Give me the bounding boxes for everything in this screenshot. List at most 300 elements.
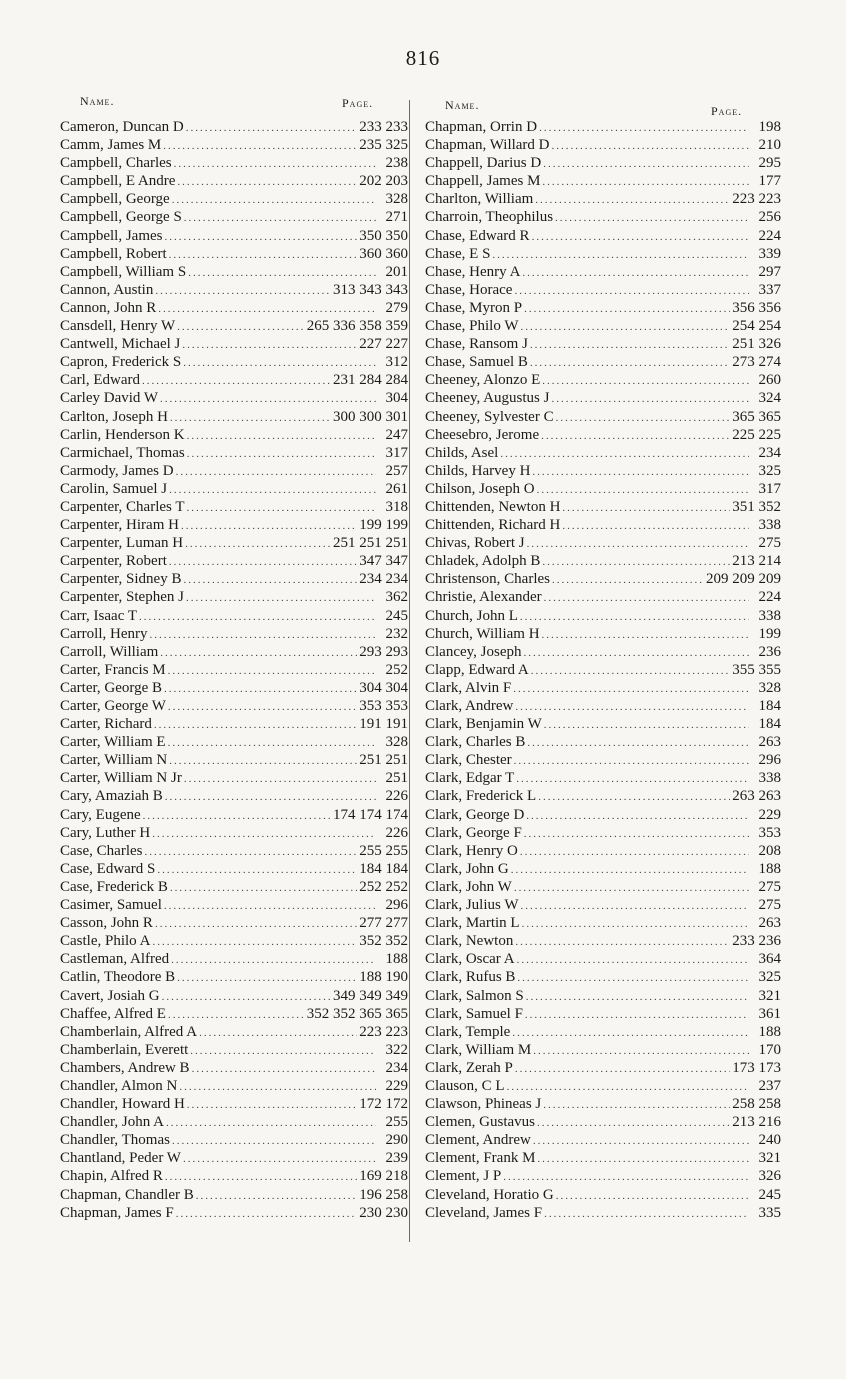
index-entry	[405, 733, 781, 751]
entry-name: Cary, Luther H	[60, 824, 151, 841]
index-entry	[40, 516, 408, 534]
dot-leader	[533, 1042, 749, 1060]
dot-leader	[543, 155, 749, 173]
index-entry	[405, 1005, 781, 1023]
index-entry	[40, 751, 408, 769]
index-entry	[40, 462, 408, 480]
dot-leader	[556, 1187, 749, 1205]
dot-leader	[174, 155, 376, 173]
entry-pages: 361	[758, 1005, 781, 1022]
dot-leader	[152, 825, 376, 843]
index-entry	[40, 878, 408, 896]
entry-name: Carr, Isaac T	[60, 607, 137, 624]
dot-leader	[187, 1096, 357, 1114]
entry-pages: 210	[758, 137, 781, 154]
entry-name: Capron, Frederick S	[60, 354, 182, 371]
dot-leader	[185, 535, 331, 553]
index-entry	[405, 208, 781, 226]
entry-pages: 263	[758, 734, 781, 751]
dot-leader	[155, 282, 331, 300]
dot-leader	[543, 1096, 730, 1114]
dot-leader	[533, 1132, 749, 1150]
entry-pages: 263 263	[732, 788, 781, 805]
entry-name: Clauson, C L	[425, 1077, 505, 1094]
entry-name: Chapin, Alfred R	[60, 1168, 163, 1185]
dot-leader	[515, 1060, 730, 1078]
index-entry	[40, 643, 408, 661]
index-entry	[40, 1077, 408, 1095]
entry-name: Cansdell, Henry W	[60, 318, 176, 335]
page-heading: Page.	[342, 96, 374, 110]
entry-pages: 177	[758, 173, 781, 190]
entry-name: Clark, Chester	[425, 752, 512, 769]
entry-name: Chase, Horace	[425, 281, 513, 298]
dot-leader	[530, 354, 730, 372]
entry-name: Chandler, Almon N	[60, 1077, 178, 1094]
index-entry	[405, 588, 781, 606]
entry-pages: 252	[385, 661, 408, 678]
dot-leader	[170, 879, 357, 897]
index-entry	[40, 426, 408, 444]
entry-name: Chittenden, Newton H	[425, 498, 561, 515]
index-entry	[40, 118, 408, 136]
entry-name: Chaffee, Alfred E	[60, 1005, 166, 1022]
entry-pages: 231 284 284	[333, 372, 408, 389]
index-entry	[40, 534, 408, 552]
entry-pages: 227 227	[359, 336, 408, 353]
entry-pages: 199 199	[359, 517, 408, 534]
entry-pages: 293 293	[359, 643, 408, 660]
entry-name: Clark, Zerah P	[425, 1059, 513, 1076]
index-entry	[40, 227, 408, 245]
left-entry-list	[40, 118, 408, 1222]
entry-name: Christie, Alexander	[425, 589, 542, 606]
entry-pages: 290	[385, 1132, 408, 1149]
dot-leader	[532, 228, 749, 246]
dot-leader	[522, 264, 749, 282]
entry-name: Cleveland, Horatio G	[425, 1186, 554, 1203]
dot-leader	[168, 662, 376, 680]
dot-leader	[162, 988, 331, 1006]
dot-leader	[166, 1114, 376, 1132]
index-entry	[40, 444, 408, 462]
index-entry	[405, 480, 781, 498]
entry-pages: 237	[758, 1077, 781, 1094]
index-entry	[40, 787, 408, 805]
entry-pages: 325	[758, 969, 781, 986]
entry-pages: 234 234	[359, 571, 408, 588]
entry-name: Clancey, Joseph	[425, 643, 522, 660]
dot-leader	[190, 1042, 376, 1060]
index-entry	[40, 154, 408, 172]
index-entry	[405, 516, 781, 534]
entry-pages: 233 233	[359, 119, 408, 135]
index-entry	[40, 1131, 408, 1149]
entry-pages: 255 255	[359, 842, 408, 859]
entry-pages: 239	[385, 1150, 408, 1167]
entry-pages: 277 277	[359, 915, 408, 932]
entry-name: Case, Edward S	[60, 860, 156, 877]
entry-name: Clark, Edgar T	[425, 770, 515, 787]
entry-pages: 337	[758, 281, 781, 298]
dot-leader	[532, 463, 749, 481]
index-entry	[40, 842, 408, 860]
dot-leader	[544, 1205, 749, 1223]
index-entry	[40, 588, 408, 606]
index-entry	[405, 860, 781, 878]
entry-pages: 256	[758, 209, 781, 226]
dot-leader	[199, 1024, 357, 1042]
dot-leader	[184, 770, 376, 788]
index-entry	[40, 824, 408, 842]
dot-leader	[181, 517, 357, 535]
entry-name: Carpenter, Robert	[60, 553, 167, 570]
entry-pages: 304 304	[359, 679, 408, 696]
entry-name: Cavert, Josiah G	[60, 987, 160, 1004]
entry-pages: 188	[758, 860, 781, 877]
entry-name: Clark, Julius W	[425, 897, 519, 914]
dot-leader	[524, 825, 749, 843]
index-entry	[405, 932, 781, 950]
entry-pages: 173 173	[732, 1059, 781, 1076]
dot-leader	[164, 680, 357, 698]
index-entry	[40, 896, 408, 914]
dot-leader	[514, 879, 749, 897]
dot-leader	[165, 1168, 357, 1186]
dot-leader	[516, 770, 749, 788]
entry-name: Clark, Samuel F	[425, 1005, 523, 1022]
dot-leader	[511, 861, 749, 879]
dot-leader	[526, 807, 749, 825]
dot-leader	[170, 409, 331, 427]
dot-leader	[542, 553, 730, 571]
entry-name: Carolin, Samuel J	[60, 480, 168, 497]
entry-name: Carroll, William	[60, 643, 159, 660]
entry-name: Chase, Ransom J	[425, 336, 528, 353]
entry-name: Clemen, Gustavus	[425, 1114, 535, 1131]
entry-pages: 360 360	[359, 245, 408, 262]
entry-pages: 347 347	[359, 553, 408, 570]
entry-pages: 223 223	[732, 191, 781, 208]
entry-name: Charlton, William	[425, 191, 534, 208]
entry-pages: 224	[758, 589, 781, 606]
dot-leader	[517, 969, 749, 987]
entry-pages: 202 203	[359, 173, 408, 190]
entry-name: Campbell, James	[60, 227, 163, 244]
entry-pages: 364	[758, 951, 781, 968]
right-column-header	[405, 92, 781, 118]
entry-name: Clark, Frederick L	[425, 788, 537, 805]
entry-name: Chase, Edward R	[425, 227, 530, 244]
entry-pages: 184	[758, 716, 781, 733]
entry-name: Clark, William M	[425, 1041, 532, 1058]
index-entry	[40, 208, 408, 226]
index-entry	[405, 679, 781, 697]
index-entry	[405, 987, 781, 1005]
dot-leader	[144, 843, 357, 861]
name-heading: Name.	[80, 94, 115, 108]
entry-name: Camm, James M	[60, 137, 162, 154]
dot-leader	[188, 264, 376, 282]
entry-pages: 172 172	[359, 1096, 408, 1113]
entry-pages: 233 236	[732, 933, 781, 950]
index-entry	[40, 353, 408, 371]
index-entry	[40, 1005, 408, 1023]
index-entry	[40, 552, 408, 570]
index-entry	[405, 1023, 781, 1041]
index-entry	[40, 806, 408, 824]
dot-leader	[527, 734, 749, 752]
index-entry	[40, 860, 408, 878]
entry-pages: 339	[758, 245, 781, 262]
index-entry	[40, 263, 408, 281]
entry-pages: 245	[758, 1186, 781, 1203]
index-entry	[405, 371, 781, 389]
entry-name: Clark, Temple	[425, 1023, 511, 1040]
index-entry	[405, 136, 781, 154]
entry-name: Clark, Alvin F	[425, 679, 512, 696]
entry-pages: 223 223	[359, 1023, 408, 1040]
entry-name: Chamberlain, Alfred A	[60, 1023, 198, 1040]
entry-name: Chapman, Chandler B	[60, 1186, 194, 1203]
dot-leader	[520, 843, 749, 861]
entry-name: Clement, J P	[425, 1168, 502, 1185]
entry-pages: 324	[758, 390, 781, 407]
dot-leader	[169, 481, 376, 499]
index-entry	[405, 1113, 781, 1131]
dot-leader	[168, 1006, 305, 1024]
entry-name: Cheeney, Augustus J	[425, 390, 550, 407]
entry-pages: 318	[385, 498, 408, 515]
entry-name: Clark, Newton	[425, 933, 514, 950]
index-entry	[405, 190, 781, 208]
entry-pages: 273 274	[732, 354, 781, 371]
entry-name: Cheeney, Sylvester C	[425, 408, 554, 425]
entry-pages: 236	[758, 643, 781, 660]
dot-leader	[507, 1078, 749, 1096]
entry-pages: 317	[758, 480, 781, 497]
index-entry	[405, 625, 781, 643]
entry-name: Chase, Philo W	[425, 318, 519, 335]
entry-name: Campbell, George S	[60, 209, 182, 226]
index-entry	[40, 281, 408, 299]
entry-name: Carter, Francis M	[60, 661, 166, 678]
dot-leader	[163, 137, 357, 155]
dot-leader	[196, 1187, 358, 1205]
entry-name: Chapman, James F	[60, 1204, 174, 1221]
dot-leader	[177, 969, 357, 987]
dot-leader	[544, 716, 749, 734]
entry-pages: 174 174 174	[333, 806, 408, 823]
entry-name: Clark, Andrew	[425, 698, 514, 714]
entry-name: Case, Frederick B	[60, 878, 168, 895]
index-entry	[40, 190, 408, 208]
entry-pages: 326	[758, 1168, 781, 1185]
dot-leader	[164, 228, 357, 246]
page-heading: Page.	[711, 104, 743, 118]
dot-leader	[152, 933, 357, 951]
index-entry	[40, 607, 408, 625]
index-entry	[40, 1059, 408, 1077]
dot-leader	[184, 209, 376, 227]
index-entry	[40, 987, 408, 1005]
dot-leader	[169, 752, 357, 770]
index-entry	[405, 1095, 781, 1113]
entry-name: Cannon, John R	[60, 299, 157, 316]
dot-leader	[524, 644, 749, 662]
entry-pages: 226	[385, 824, 408, 841]
index-entry	[40, 389, 408, 407]
entry-pages: 188	[385, 951, 408, 968]
dot-leader	[538, 788, 730, 806]
entry-pages: 355 355	[732, 661, 781, 678]
entry-name: Chandler, John A	[60, 1114, 164, 1131]
dot-leader	[542, 626, 749, 644]
entry-pages: 275	[758, 535, 781, 552]
entry-pages: 300 300 301	[333, 408, 408, 425]
dot-leader	[515, 933, 730, 951]
dot-leader	[537, 481, 749, 499]
dot-leader	[154, 716, 357, 734]
entry-pages: 230 230	[359, 1204, 408, 1221]
entry-pages: 362	[385, 589, 408, 606]
entry-name: Clark, Charles B	[425, 734, 526, 751]
right-entry-list	[405, 118, 781, 1222]
index-entry	[40, 570, 408, 588]
dot-leader	[526, 988, 749, 1006]
entry-name: Childs, Harvey H	[425, 462, 531, 479]
entry-pages: 296	[385, 897, 408, 914]
dot-leader	[514, 752, 749, 770]
index-entry	[40, 625, 408, 643]
index-entry	[405, 607, 781, 625]
entry-name: Chambers, Andrew B	[60, 1059, 190, 1076]
dot-leader	[183, 1150, 376, 1168]
index-entry	[40, 1186, 408, 1204]
entry-pages: 184 184	[359, 860, 408, 877]
entry-name: Clark, George D	[425, 806, 525, 823]
entry-name: Clark, George F	[425, 824, 522, 841]
dot-leader	[187, 499, 377, 517]
entry-pages: 258 258	[732, 1096, 781, 1113]
dot-leader	[544, 589, 749, 607]
index-entry	[405, 408, 781, 426]
entry-pages: 356 356	[732, 299, 781, 316]
dot-leader	[176, 1205, 358, 1223]
index-entry	[405, 715, 781, 733]
index-entry	[405, 317, 781, 335]
index-entry	[405, 335, 781, 353]
index-entry	[405, 787, 781, 805]
entry-pages: 279	[385, 299, 408, 316]
entry-pages: 232	[385, 625, 408, 642]
dot-leader	[165, 788, 376, 806]
entry-name: Cheeney, Alonzo E	[425, 372, 541, 389]
index-entry	[405, 1131, 781, 1149]
entry-name: Carpenter, Luman H	[60, 535, 184, 552]
dot-leader	[158, 300, 376, 318]
dot-leader	[177, 318, 305, 336]
entry-name: Carpenter, Sidney B	[60, 571, 182, 588]
entry-name: Cheesebro, Jerome	[425, 426, 540, 443]
index-entry	[40, 371, 408, 389]
dot-leader	[500, 445, 749, 463]
entry-pages: 275	[758, 878, 781, 895]
index-entry	[405, 263, 781, 281]
entry-pages: 350 350	[359, 227, 408, 244]
dot-leader	[164, 897, 376, 915]
entry-name: Carley David W	[60, 390, 159, 407]
entry-name: Cleveland, James F	[425, 1204, 543, 1221]
dot-leader	[537, 1114, 730, 1132]
entry-name: Chilson, Joseph O	[425, 480, 535, 497]
entry-name: Chappell, Darius D	[425, 155, 542, 172]
dot-leader	[551, 390, 749, 408]
entry-pages: 225 225	[732, 426, 781, 443]
entry-pages: 296	[758, 752, 781, 769]
entry-pages: 295	[758, 155, 781, 172]
index-entry	[40, 317, 408, 335]
entry-pages: 353 353	[359, 698, 408, 714]
right-column	[405, 92, 781, 1222]
entry-pages: 271	[385, 209, 408, 226]
name-heading: Name.	[445, 98, 480, 112]
dot-leader	[169, 553, 357, 571]
entry-name: Clark, Rufus B	[425, 969, 516, 986]
index-entry	[40, 335, 408, 353]
entry-name: Casimer, Samuel	[60, 897, 162, 914]
entry-pages: 234	[385, 1059, 408, 1076]
entry-name: Carpenter, Charles T	[60, 498, 185, 515]
entry-pages: 226	[385, 788, 408, 805]
entry-pages: 297	[758, 263, 781, 280]
index-entry	[405, 534, 781, 552]
index-entry	[405, 806, 781, 824]
entry-name: Carpenter, Hiram H	[60, 517, 179, 534]
entry-name: Carlin, Henderson K	[60, 426, 185, 443]
entry-name: Castle, Philo A	[60, 933, 151, 950]
entry-pages: 353	[758, 824, 781, 841]
page-number: 816	[405, 46, 441, 70]
entry-name: Carlton, Joseph H	[60, 408, 168, 425]
entry-name: Carter, Richard	[60, 716, 152, 733]
entry-pages: 349 349 349	[333, 987, 408, 1004]
entry-name: Chivas, Robert J	[425, 535, 525, 552]
entry-name: Clawson, Phineas J	[425, 1096, 542, 1113]
index-entry	[405, 281, 781, 299]
entry-pages: 263	[758, 915, 781, 932]
dot-leader	[537, 1150, 749, 1168]
entry-name: Childs, Asel	[425, 444, 499, 461]
entry-pages: 338	[758, 607, 781, 624]
entry-pages: 245	[385, 607, 408, 624]
index-entry	[40, 172, 408, 190]
entry-name: Chantland, Peder W	[60, 1150, 181, 1167]
entry-pages: 251 251	[359, 752, 408, 769]
entry-name: Clement, Frank M	[425, 1150, 536, 1167]
index-entry	[405, 643, 781, 661]
dot-leader	[542, 173, 749, 191]
index-entry	[405, 751, 781, 769]
index-entry	[40, 950, 408, 968]
entry-pages: 325	[758, 462, 781, 479]
entry-name: Chandler, Thomas	[60, 1132, 170, 1149]
entry-name: Church, William H	[425, 625, 540, 642]
entry-pages: 338	[758, 517, 781, 534]
dot-leader	[139, 608, 376, 626]
entry-pages: 351 352	[732, 498, 781, 515]
dot-leader	[160, 644, 357, 662]
